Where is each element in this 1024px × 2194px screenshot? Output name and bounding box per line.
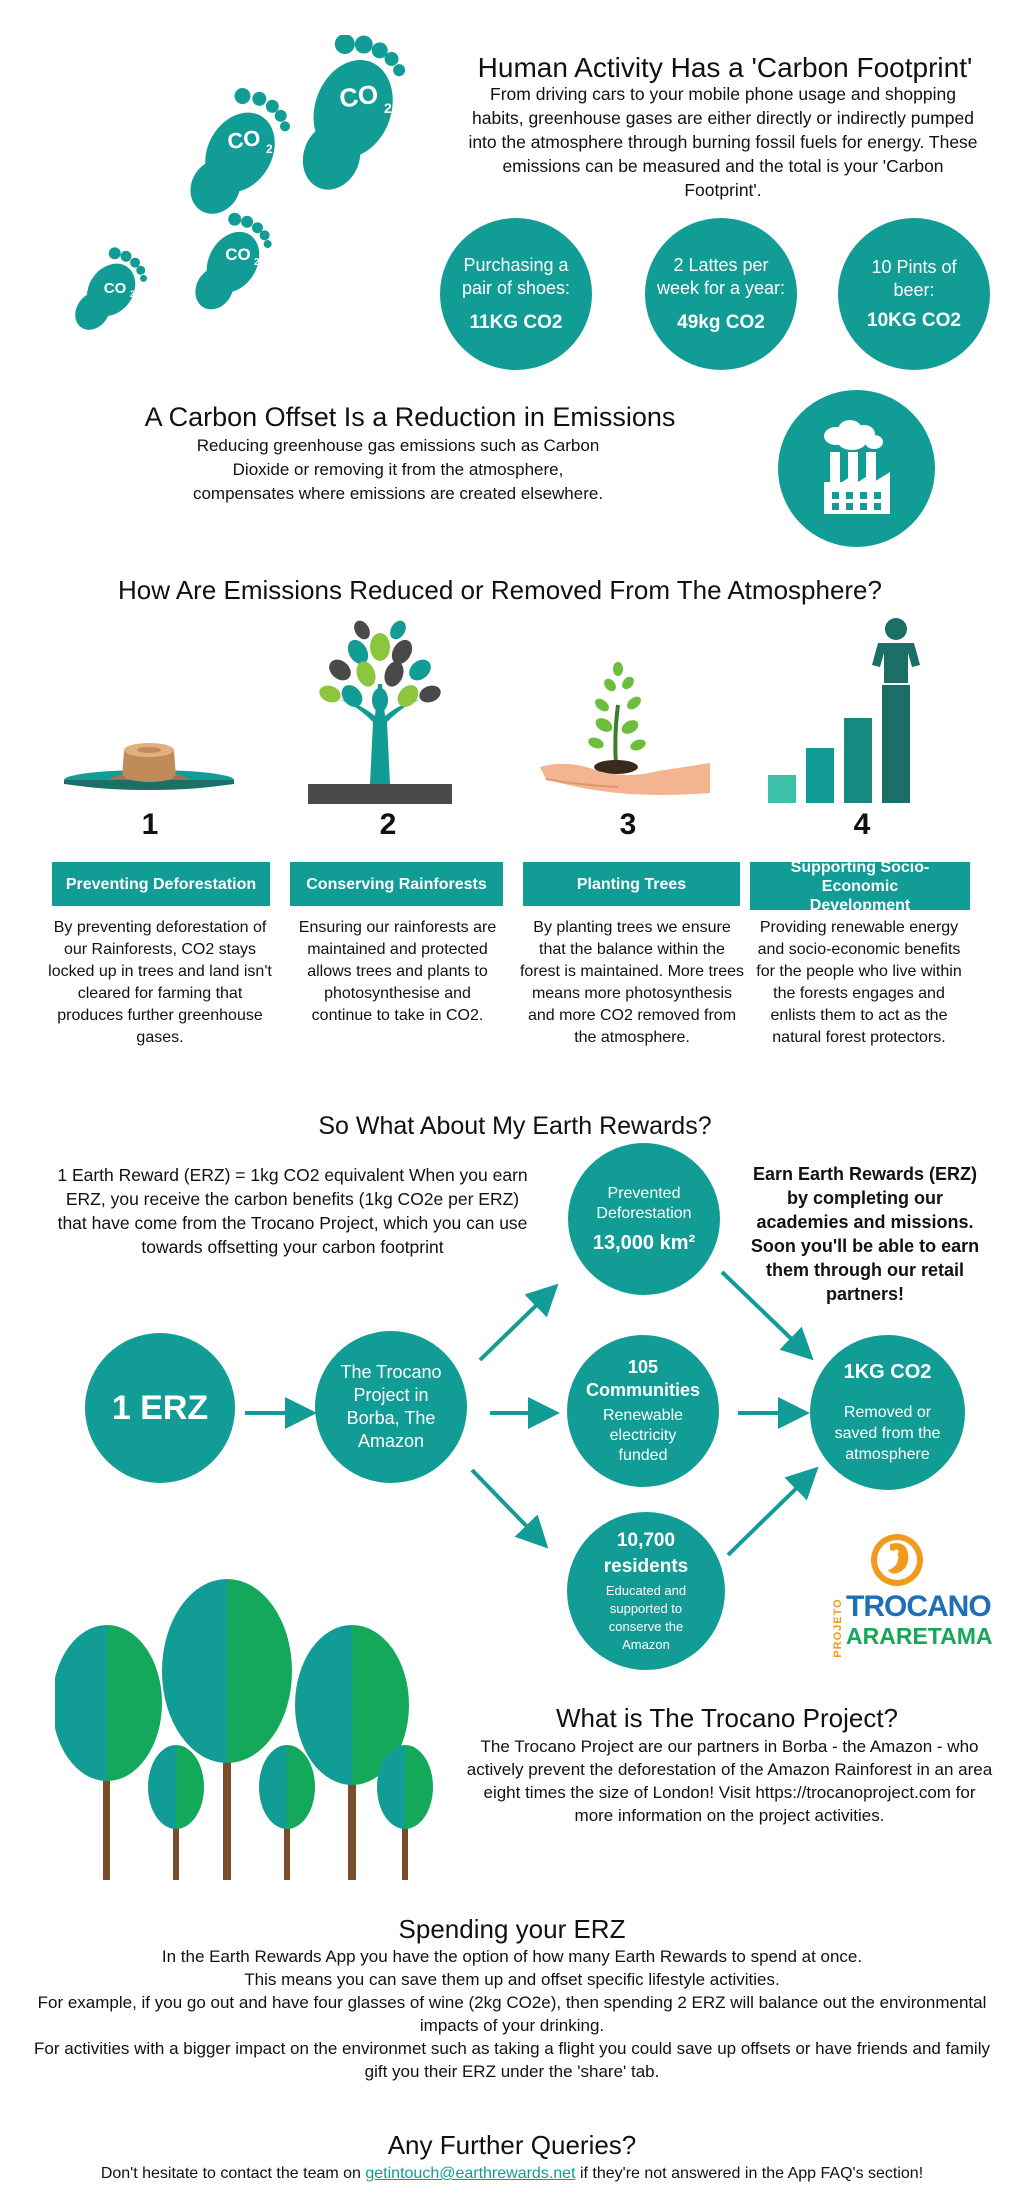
svg-text:2: 2: [130, 289, 136, 299]
svg-text:2: 2: [266, 142, 273, 156]
erz-label: 1 ERZ: [111, 1388, 209, 1427]
banner-conserving-rainforests: Conserving Rainforests: [290, 862, 503, 906]
stat-lattes: [645, 218, 797, 370]
footprint-text: From driving cars to your mobile phone usage and shopping habits, greenhouse gases are either directly or indirectly pumped into the atmosphere through burning fossil fuels for energy. These emissions can be measured and the total is your 'Carbon Footprint'.: [468, 84, 978, 200]
factory-icon: [778, 390, 935, 547]
stat-value: 11KG CO2: [469, 312, 563, 333]
result-value: 1KG CO2: [843, 1360, 932, 1383]
stat-label: 2 Lattes per week for a year:: [656, 255, 786, 298]
method-number: 4: [853, 808, 871, 841]
footprints-illustration: [60, 35, 440, 345]
footprint-title: Human Activity Has a 'Carbon Footprint': [477, 52, 973, 83]
result-label: Removed or saved from the atmosphere: [834, 1403, 941, 1463]
project-circle: [315, 1331, 467, 1483]
prevented-label: Prevented Deforestation: [596, 1184, 692, 1222]
method-text: Ensuring our rainforests are maintained and protected allows trees and plants to photosynthesise and continue to take in CO2.: [298, 919, 497, 1024]
logo-line2: ARARETAMA: [846, 1623, 993, 1649]
stat-value: 49kg CO2: [677, 312, 765, 333]
arrow-icon: [480, 1292, 550, 1360]
methods-title: How Are Emissions Reduced or Removed From The Atmosphere?: [118, 575, 882, 605]
communities-label: Renewable electricity funded: [602, 1407, 684, 1464]
arrow-icon: [728, 1475, 810, 1555]
spending-line: In the Earth Rewards App you have the option of how many Earth Rewards to spend at once.: [161, 1947, 863, 1966]
stat-beer: [838, 218, 990, 370]
trocano-title: What is The Trocano Project?: [555, 1703, 898, 1733]
contact-email-link[interactable]: getintouch@earthrewards.net: [365, 2165, 576, 2182]
banner-socio-economic: Supporting Socio-Economic Development: [750, 862, 970, 910]
spending-line: For activities with a bigger impact on the environmet such as taking a flight you could save up offsets or have friends and family gift you their ERZ under the 'share' tab.: [34, 2039, 990, 2081]
stump-icon: [62, 730, 237, 800]
queries-before: Don't hesitate to contact the team on: [100, 2165, 366, 2182]
logo-emblem: [862, 1530, 932, 1590]
svg-text:CO: CO: [225, 245, 251, 264]
queries-text: [10, 2163, 1014, 2185]
spending-line: This means you can save them up and offset specific lifestyle activities.: [244, 1970, 780, 1989]
method-text: Providing renewable energy and socio-economic benefits for the people who live within the forests engages and enlists them to act as the natural forest protectors.: [756, 919, 962, 1046]
logo-vertical-text: PROJETO: [832, 1598, 844, 1658]
svg-text:2: 2: [384, 100, 392, 116]
queries-after: if they're not answered in the App FAQ's section!: [575, 2165, 924, 2182]
rewards-title: So What About My Earth Rewards?: [318, 1112, 712, 1140]
rewards-left-text: 1 Earth Reward (ERZ) = 1kg CO2 equivalent When you earn ERZ, you receive the carbon benefits (1kg CO2e per ERZ) that have come from the Trocano Project, which you can use towards offsetting your carbon footprint: [57, 1165, 528, 1257]
project-label: The Trocano Project in Borba, The Amazon: [340, 1362, 442, 1451]
method-number: 3: [619, 808, 637, 841]
residents-circle: [567, 1512, 725, 1670]
rewards-right-text: Earn Earth Rewards (ERZ) by completing our academies and missions. Soon you'll be able to earn them through our retail partners!: [750, 1164, 980, 1304]
spending-text: [22, 1945, 1002, 2083]
trocano-text: The Trocano Project are our partners in Borba - the Amazon - who actively prevent the deforestation of the Amazon Rainforest in an area eight times the size of London! Visit https://trocanoproject.com for more information on the project activities.: [466, 1737, 993, 1825]
svg-text:2: 2: [254, 257, 260, 268]
logo-line1: TROCANO: [846, 1590, 991, 1623]
stat-label: Purchasing a pair of shoes:: [461, 255, 571, 298]
stat-label: 10 Pints of beer:: [871, 257, 957, 300]
stat-value: 10KG CO2: [867, 310, 961, 331]
erz-circle: [85, 1333, 235, 1483]
banner-planting-trees: Planting Trees: [523, 862, 740, 906]
prevented-circle: [568, 1143, 720, 1295]
trocano-logo: [822, 1530, 993, 1658]
queries-title: Any Further Queries?: [387, 2130, 637, 2160]
method-number: 2: [379, 808, 397, 841]
residents-label: Educated and supported to conserve the Amazon: [605, 1583, 687, 1652]
prevented-value: 13,000 km²: [592, 1231, 696, 1254]
result-circle: [810, 1335, 965, 1490]
seedling-hand-icon: [538, 655, 713, 805]
residents-value: 10,700 residents: [603, 1530, 689, 1577]
method-number: 1: [141, 808, 159, 841]
banner-preventing-deforestation: Preventing Deforestation: [52, 862, 270, 906]
spending-title: Spending your ERZ: [398, 1914, 626, 1944]
svg-text:CO: CO: [103, 280, 127, 297]
arrow-icon: [472, 1470, 540, 1540]
tree-icon: [300, 612, 460, 807]
offset-title: A Carbon Offset Is a Reduction in Emissions: [144, 402, 676, 432]
offset-text: Reducing greenhouse gas emissions such as Carbon Dioxide or removing it from the atmosphere, compensates where emissions are created elsewhere.: [192, 436, 604, 503]
method-text: By planting trees we ensure that the balance within the forest is maintained. More trees means more photosynthesis and more CO2 removed from the atmosphere.: [519, 919, 745, 1046]
method-text: By preventing deforestation of our Rainforests, CO2 stays locked up in trees and land isn't cleared for farming that produces further greenhouse gases.: [48, 919, 272, 1046]
stat-shoes: [440, 218, 592, 370]
spending-line: For example, if you go out and have four glasses of wine (2kg CO2e), then spending 2 ERZ will balance out the environmental impacts of your drinking.: [37, 1993, 987, 2035]
communities-value: 105 Communities: [585, 1357, 700, 1400]
growth-chart-icon: [760, 615, 950, 805]
co2-label: CO: [337, 78, 381, 114]
communities-circle: [567, 1335, 719, 1487]
svg-text:CO: CO: [225, 124, 263, 155]
forest-illustration: [55, 1575, 435, 1880]
arrow-icon: [722, 1272, 805, 1352]
